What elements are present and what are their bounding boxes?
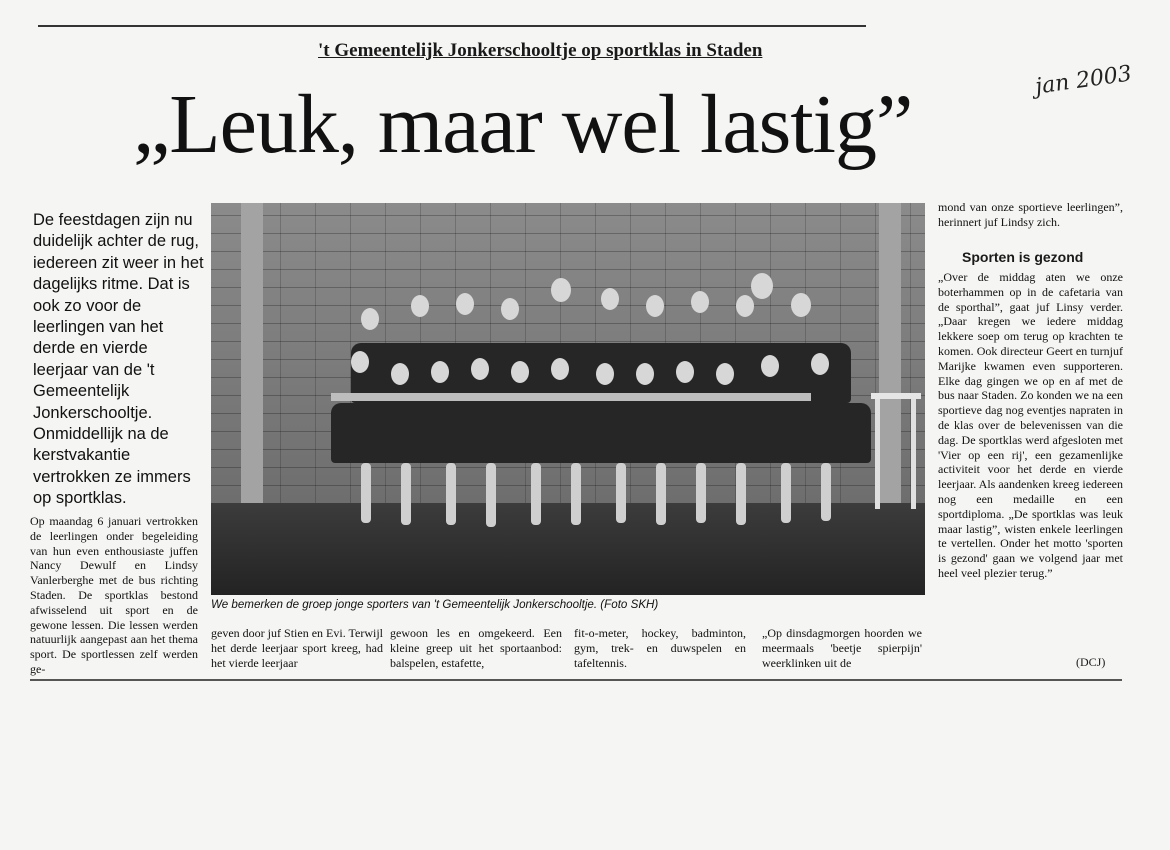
handwritten-date-note: jan 2003 — [1033, 61, 1134, 100]
bottom-rule — [30, 679, 1122, 681]
article-column-5: „Op dinsdagmorgen hoorden we meermaals 'beetje spierpijn' weerklinken uit de — [762, 626, 922, 670]
right-column-body: „Over de middag aten we onze boterhammen op in de cafetaria van de sporthal”, gaat juf Linsy verder. „Daar kregen we iedere middag lekkere soep om terug op krachten te komen. Ook directeur Geert en turnjuf Marijke kwamen even supporteren. Elke dag gingen we op en af met de bus naar Staden. Zo konden we na een sportieve dag nog eventjes napraten in de klas over de belevenissen van die dag. De sportklas werd afgesloten met 'Vier op een rij', een gezamenlijke activiteit voor het derde en vierde leerjaar. Als aandenken kreeg iedereen nog een medaille en een sportdiploma. „De sportklas was leuk maar lastig”, wisten enkele leerlingen te vertellen. Onder het motto 'sporten is gezond' gaan we volgend jaar met heel veel plezier terug.” — [938, 270, 1123, 580]
photo-bench — [331, 393, 811, 401]
article-column-2: geven door juf Stien en Evi. Terwijl het derde leerjaar sport kreeg, had het vierde leerjaar — [211, 626, 383, 670]
photo-pillar — [879, 203, 901, 503]
kicker-headline: 't Gemeentelijk Jonkerschooltje op sportklas in Staden — [318, 40, 763, 61]
right-column-continuation: mond van onze sportieve leerlingen”, herinnert juf Lindsy zich. — [938, 200, 1123, 229]
subheading: Sporten is gezond — [962, 249, 1084, 265]
photo-students — [251, 273, 871, 533]
intro-paragraph: De feestdagen zijn nu duidelijk achter de rug, iedereen zit weer in het dagelijks ritme. Dat is ook zo voor de leerlingen van het derde en vierde leerjaar van de 't Gemeentelijk Jonkerschooltje. Onmiddellijk na de kerstvakantie vertrokken ze immers op sportklas. — [33, 211, 204, 508]
article-column-4: fit-o-meter, hockey, badminton, gym, trek- en duwspelen en tafeltennis. — [574, 626, 746, 670]
article-column-3: gewoon les en omgekeerd. Een kleine greep uit het sportaanbod: balspelen, estafette, — [390, 626, 562, 670]
author-signature: (DCJ) — [1076, 655, 1106, 669]
main-headline: „Leuk, maar wel lastig” — [133, 78, 913, 171]
top-rule — [38, 25, 866, 27]
class-group-photo — [211, 203, 925, 595]
article-column-1: Op maandag 6 januari vertrokken de leerlingen onder begeleiding van hun even enthousiaste juffen Nancy Dewulf en Lindsy Vanlerberghe met de bus richting Staden. De sportklas bestond afwisselend uit sport en de gewone lessen. Die lessen werden natuurlijk aangepast aan het thema sport. De sportlessen zelf werden ge- — [30, 514, 198, 676]
photo-caption: We bemerken de groep jonge sporters van 't Gemeentelijk Jonkerschooltje. (Foto SKH) — [211, 598, 659, 611]
